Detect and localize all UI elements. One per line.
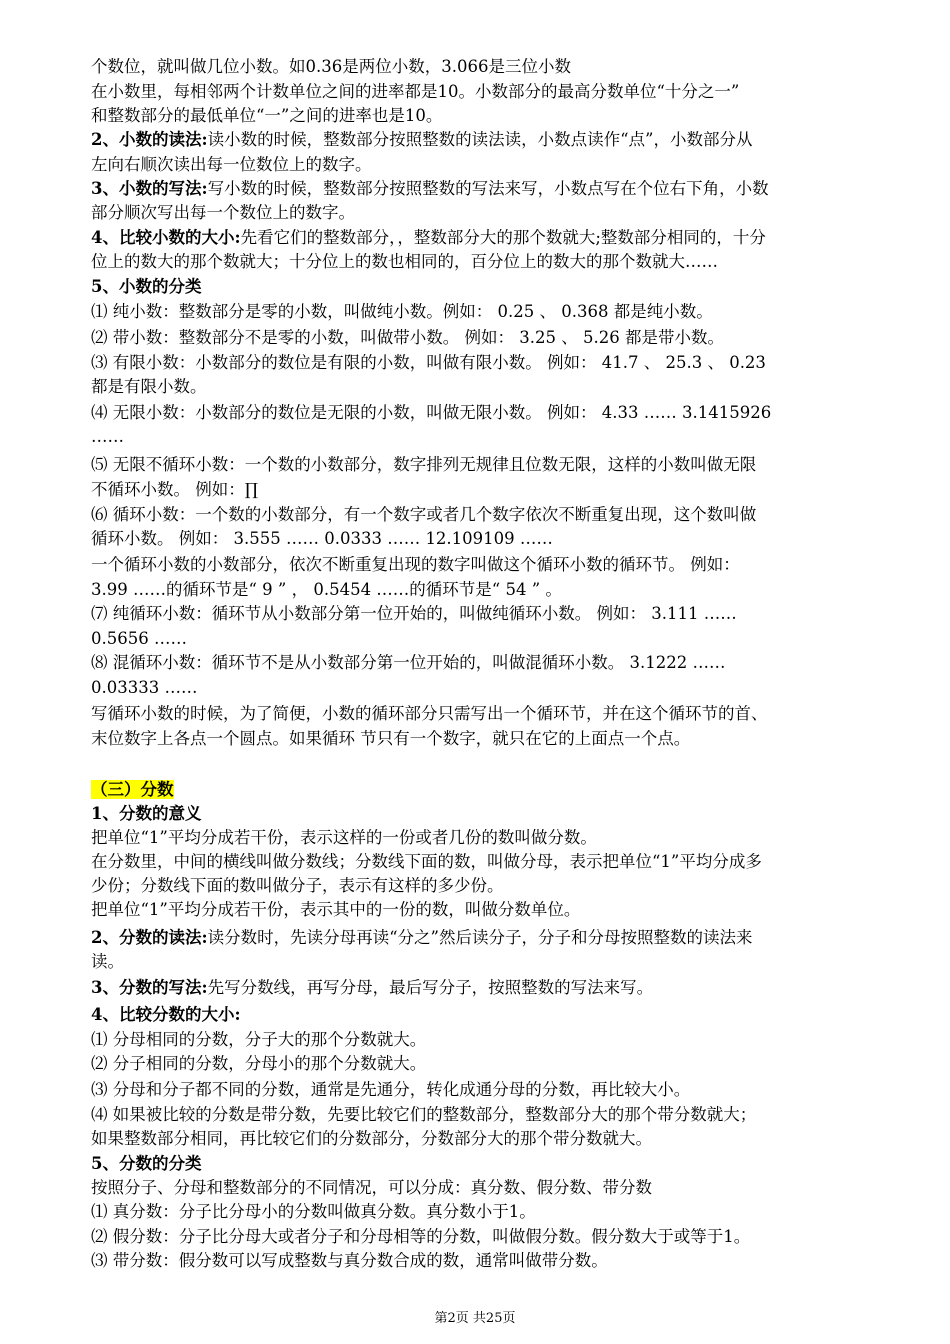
text-line (91, 651, 862, 675)
line-text: ⑶ 分母和分子都不同的分数，通常是先通分，转化成通分母的分数，再比较大小。 (91, 1080, 691, 1099)
text-line (91, 578, 862, 602)
text-line (91, 1152, 862, 1176)
text-line (91, 275, 862, 299)
line-text: ⑵ 假分数：分子比分母大或者分子和分母相等的分数，叫做假分数。假分数大于或等于1。 (91, 1227, 751, 1246)
text-line (91, 153, 862, 177)
page-footer: 第2页 共25页 (434, 1311, 516, 1326)
line-text: 位上的数大的那个数就大；十分位上的数也相同的，百分位上的数大的那个数就大…… (91, 252, 718, 271)
text-line (91, 453, 862, 477)
line-text: ⑷ 无限小数：小数部分的数位是无限的小数，叫做无限小数。 例如： 4.33 …… 3.1415926 (91, 403, 772, 422)
text-line (91, 1225, 862, 1249)
line-text: ⑷ 如果被比较的分数是带分数，先要比较它们的整数部分，整数部分大的那个带分数就大； (91, 1105, 757, 1124)
text-line (91, 602, 862, 626)
line-text: ⑴ 真分数：分子比分母小的分数叫做真分数。真分数小于1。 (91, 1202, 536, 1221)
line-text: 把单位“1”平均分成若干份，表示其中的一份的数，叫做分数单位。 (91, 900, 581, 919)
text-line (91, 478, 862, 502)
line-text: 先看它们的整数部分，，整数部分大的那个数就大;整数部分相同的，十分 (240, 228, 766, 247)
line-text: 一个循环小数的小数部分，依次不断重复出现的数字叫做这个循环小数的循环节。 例如： (91, 555, 740, 574)
text-line (91, 55, 862, 79)
line-text: 部分顺次写出每一个数位上的数字。 (91, 203, 355, 222)
text-line (91, 1103, 862, 1127)
text-line (91, 1200, 862, 1224)
line-text: 3.99 ……的循环节是“ 9 ” ， 0.5454 ……的循环节是“ 54 ” 。 (91, 580, 562, 599)
line-text: 在小数里，每相邻两个计数单位之间的进率都是10。小数部分的最高分数单位“十分之一” (91, 82, 740, 101)
subheading: 5、小数的分类 (91, 277, 202, 296)
subheading: 4、比较分数的大小: (91, 1005, 241, 1024)
line-text: ⑵ 带小数：整数部分不是零的小数，叫做带小数。 例如： 3.25 、 5.26 都是带小数。 (91, 328, 724, 347)
text-line (91, 553, 862, 577)
text-line (91, 976, 862, 1000)
text-line (91, 627, 862, 651)
line-text: 和整数部分的最低单位“一”之间的进率也是10。 (91, 106, 443, 125)
text-line (91, 375, 862, 399)
text-line (91, 401, 862, 425)
line-text: …… (91, 427, 124, 446)
text-line (91, 351, 862, 375)
subheading: 2、小数的读法: (91, 130, 208, 149)
text-line (91, 898, 862, 922)
line-text: 读。 (91, 952, 124, 971)
subheading: 4、比较小数的大小: (91, 228, 241, 247)
text-line (91, 676, 862, 700)
text-line (91, 702, 862, 726)
text-line (91, 778, 862, 802)
line-text: 如果整数部分相同，再比较它们的分数部分，分数部分大的那个带分数就大。 (91, 1129, 652, 1148)
text-line (91, 104, 862, 128)
line-text: 个数位，就叫做几位小数。如0.36是两位小数，3.066是三位小数 (91, 57, 571, 76)
text-line (91, 1176, 862, 1200)
line-text: 都是有限小数。 (91, 377, 207, 396)
text-line (91, 926, 862, 950)
text-line (91, 226, 862, 250)
line-text: 少份；分数线下面的数叫做分子，表示有这样的多少份。 (91, 876, 504, 895)
line-text: 循环小数。 例如： 3.555 …… 0.0333 …… 12.109109 …… (91, 529, 553, 548)
subheading: 1、分数的意义 (91, 804, 202, 823)
line-text: ⑸ 无限不循环小数：一个数的小数部分，数字排列无规律且位数无限，这样的小数叫做无限 (91, 455, 757, 474)
text-line (91, 250, 862, 274)
line-text: 按照分子、分母和整数部分的不同情况，可以分成：真分数、假分数、带分数 (91, 1178, 652, 1197)
section-heading: （三）分数 (91, 780, 174, 799)
text-line (91, 826, 862, 850)
subheading: 3、分数的写法: (91, 978, 208, 997)
subheading: 2、分数的读法: (91, 928, 208, 947)
text-line (91, 128, 862, 152)
text-line (91, 1249, 862, 1273)
text-line (91, 802, 862, 826)
text-line (91, 850, 862, 874)
line-text: ⑶ 有限小数：小数部分的数位是有限的小数，叫做有限小数。 例如： 41.7 、 25.3 、 0.23 (91, 353, 766, 372)
line-text: ⑶ 带分数：假分数可以写成整数与真分数合成的数，通常叫做带分数。 (91, 1251, 608, 1270)
text-line (91, 1078, 862, 1102)
line-text: 读小数的时候，整数部分按照整数的读法读，小数点读作“点”，小数部分从 (207, 130, 753, 149)
text-line (91, 201, 862, 225)
line-text: 写小数的时候，整数部分按照整数的写法来写，小数点写在个位右下角，小数 (207, 179, 769, 198)
line-text: 把单位“1”平均分成若干份，表示这样的一份或者几份的数叫做分数。 (91, 828, 597, 847)
line-text: 左向右顺次读出每一位数位上的数字。 (91, 155, 372, 174)
line-text: ⑴ 分母相同的分数，分子大的那个分数就大。 (91, 1030, 427, 1049)
text-line (91, 1003, 862, 1027)
line-text: ⑴ 纯小数：整数部分是零的小数，叫做纯小数。例如： 0.25 、 0.368 都是纯小数。 (91, 302, 713, 321)
text-line (91, 503, 862, 527)
line-text: ⑺ 纯循环小数：循环节从小数部分第一位开始的，叫做纯循环小数。 例如： 3.111 …… (91, 604, 737, 623)
line-text: 写循环小数的时候，为了简便，小数的循环部分只需写出一个循环节，并在这个循环节的首、 (91, 704, 768, 723)
line-text: 0.5656 …… (91, 629, 187, 648)
text-line (91, 80, 862, 104)
text-line (91, 1052, 862, 1076)
subheading: 3、小数的写法: (91, 179, 208, 198)
text-line (91, 326, 862, 350)
text-line (91, 727, 862, 751)
line-text: 末位数字上各点一个圆点。如果循环 节只有一个数字，就只在它的上面点一个点。 (91, 729, 691, 748)
text-line (91, 425, 862, 449)
line-text: 在分数里，中间的横线叫做分数线；分数线下面的数，叫做分母，表示把单位“1”平均分成多 (91, 852, 762, 871)
text-line (91, 950, 862, 974)
text-line (91, 527, 862, 551)
line-text: ⑹ 循环小数：一个数的小数部分，有一个数字或者几个数字依次不断重复出现，这个数叫做 (91, 505, 757, 524)
text-line (91, 300, 862, 324)
line-text: 0.03333 …… (91, 678, 198, 697)
text-line (91, 874, 862, 898)
text-line (91, 1127, 862, 1151)
line-text: 先写分数线，再写分母，最后写分子，按照整数的写法来写。 (207, 978, 654, 997)
line-text: ⑵ 分子相同的分数，分母小的那个分数就大。 (91, 1054, 427, 1073)
line-text: ⑻ 混循环小数：循环节不是从小数部分第一位开始的，叫做混循环小数。 3.1222 …… (91, 653, 726, 672)
line-text: 不循环小数。 例如：∏ (91, 480, 258, 499)
text-line (91, 177, 862, 201)
subheading: 5、分数的分类 (91, 1154, 202, 1173)
text-line (91, 1028, 862, 1052)
line-text: 读分数时，先读分母再读“分之”然后读分子，分子和分母按照整数的读法来 (207, 928, 753, 947)
